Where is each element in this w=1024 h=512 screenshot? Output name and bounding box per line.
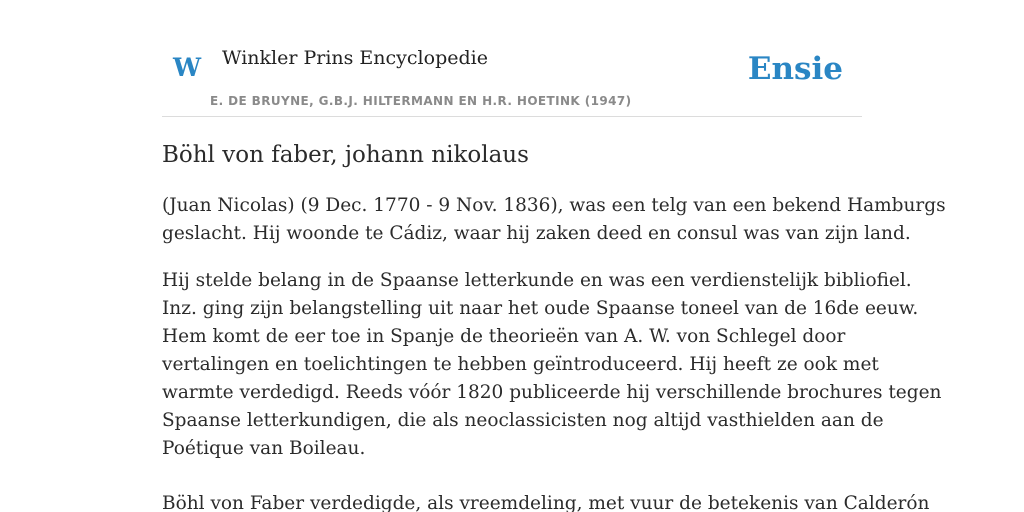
entry-title: Böhl von faber, johann nikolaus — [162, 142, 529, 168]
paragraph-line: Inz. ging zijn belangstelling uit naar het oude Spaanse toneel van de 16de eeuw. — [162, 298, 919, 319]
paragraph-line: Böhl von Faber verdedigde, als vreemdeling, met vuur de betekenis van Calderón — [162, 493, 930, 512]
paragraph-line: Hem komt de eer toe in Spanje de theorieën van A. W. von Schlegel door — [162, 326, 846, 347]
paragraph — [162, 192, 946, 248]
source-header — [162, 0, 862, 117]
paragraph — [162, 267, 942, 463]
source-title[interactable]: Winkler Prins Encyclopedie — [222, 47, 488, 69]
source-logo-icon[interactable]: W — [173, 53, 202, 82]
paragraph-line: Poétique van Boileau. — [162, 438, 366, 459]
paragraph-line: geslacht. Hij woonde te Cádiz, waar hij zaken deed en consul was van zijn land. — [162, 223, 911, 244]
paragraph-line: warmte verdedigd. Reeds vóór 1820 publiceerde hij verschillende brochures tegen — [162, 382, 942, 403]
paragraph — [162, 490, 930, 512]
paragraph-line: (Juan Nicolas) (9 Dec. 1770 - 9 Nov. 1836), was een telg van een bekend Hamburgs — [162, 195, 946, 216]
source-authors: E. DE BRUYNE, G.B.J. HILTERMANN EN H.R. HOETINK (1947) — [210, 94, 632, 108]
brand-logo[interactable]: Ensie — [747, 51, 843, 87]
paragraph-line: vertalingen en toelichtingen te hebben geïntroduceerd. Hij heeft ze ook met — [162, 354, 879, 375]
article-page — [162, 0, 946, 512]
paragraph-line: Spaanse letterkundigen, die als neoclassicisten nog altijd vasthielden aan de — [162, 410, 884, 431]
paragraph-line: Hij stelde belang in de Spaanse letterkunde en was een verdienstelijk bibliofiel. — [162, 270, 912, 291]
